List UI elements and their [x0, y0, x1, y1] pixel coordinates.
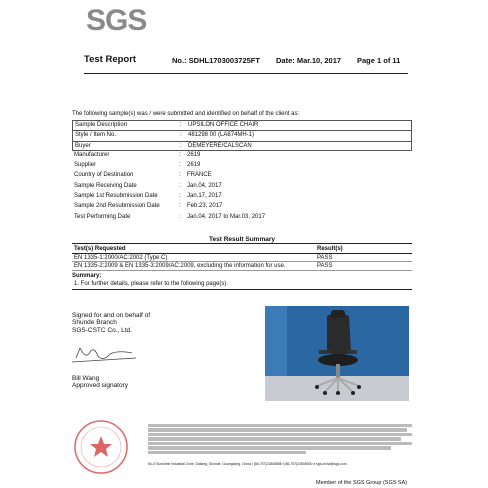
result-summary-title: Test Result Summary: [209, 236, 275, 243]
info-label: Manufacturer: [74, 151, 110, 158]
info-value: Jan.17, 2017: [187, 193, 222, 200]
table-header-row: [72, 245, 412, 254]
info-value: FRANCE: [187, 172, 212, 179]
divider: [72, 243, 412, 244]
info-value: 2619: [187, 151, 201, 158]
info-value: DEMEYERE/CALSCAN: [188, 142, 252, 149]
summary-label: Summary:: [72, 273, 102, 279]
info-label: Country of Destination: [74, 172, 134, 179]
logo-text: SGS: [86, 4, 147, 37]
info-label: Sample Receiving Date: [74, 182, 137, 189]
test-result: PASS: [317, 254, 333, 261]
test-name: EN 1335-1:2000/AC:2002 (Type C): [74, 254, 168, 261]
info-row: Sample 1st Resubmission Date : Jan.17, 2017: [74, 193, 222, 200]
info-label: Test Performing Date: [74, 213, 131, 220]
info-row: Sample Receiving Date : Jan.04, 2017: [74, 182, 222, 189]
official-seal: [72, 418, 130, 476]
info-value: Feb.23, 2017: [187, 203, 223, 210]
info-value: UPSILON OFFICE CHAIR: [188, 122, 259, 128]
report-title: Test Report: [84, 54, 137, 65]
handwritten-signature: [70, 344, 140, 366]
signed-line: Shunde Branch: [72, 319, 117, 327]
office-chair-image: [265, 306, 409, 401]
report-date: Date: Mar.10, 2017: [276, 56, 342, 65]
info-label: Sample 1st Resubmission Date: [74, 193, 158, 200]
signed-block: [72, 312, 150, 334]
result-table: [72, 245, 412, 271]
sample-info-table: [72, 120, 412, 223]
info-row: Test Performing Date : Jan.04, 2017 to Mar.03, 2017: [74, 213, 266, 220]
info-row: Sample 2nd Resubmission Date : Feb.23, 2017: [74, 203, 223, 210]
footer-address: No.3 Sunshine Industrial Zone, Daliang, Shunde, Guangdong, China t (86-757)22808888 f (86-757)22808000 e sgs.china@sgs.com: [148, 462, 347, 466]
table-row: [72, 254, 412, 263]
summary-text: 1. For further details, please refer to the following page(s).: [74, 281, 229, 287]
info-label: Supplier: [74, 162, 97, 169]
signatory-name: Bill Wang: [72, 375, 100, 382]
info-row: Sample Description : UPSILON OFFICE CHAIR: [72, 120, 412, 130]
report-number: No.: SDHL1703003725FT: [172, 56, 260, 65]
signatory-role: Approved signatory: [72, 382, 129, 390]
info-value: Jan.04, 2017: [187, 182, 222, 189]
info-row: Buyer : DEMEYERE/CALSCAN: [72, 141, 412, 151]
column-header: Test(s) Requested: [74, 246, 126, 252]
signed-line: SGS-CSTC Co., Ltd.: [72, 326, 132, 334]
info-label: Buyer: [75, 142, 91, 149]
info-row: Supplier : 2619: [74, 162, 201, 169]
info-row: Style / Item No. : 481298 00 (LA874MH-1): [72, 130, 412, 140]
intro-text: The following sample(s) was / were submitted and identified on behalf of the client as:: [72, 111, 300, 117]
summary-block: [72, 273, 412, 290]
table-row: [72, 262, 412, 271]
info-label: Style / Item No.: [75, 132, 117, 139]
signed-line: Signed for and on behalf of: [72, 312, 151, 319]
test-result: PASS: [317, 263, 333, 270]
product-photo: [265, 306, 409, 401]
info-row: Manufacturer : 2619: [74, 151, 201, 158]
sgs-logo: [86, 4, 148, 38]
page-indicator: Page 1 of 11: [357, 56, 401, 65]
signatory: [72, 375, 128, 390]
info-row: Country of Destination : FRANCE: [74, 172, 212, 179]
member-note: Member of the SGS Group (SGS SA): [316, 480, 408, 486]
test-name: EN 1335-2:2009 & EN 1335-3:2009/AC:2009, excluding the information for use.: [74, 263, 286, 270]
info-label: Sample 2nd Resubmission Date: [74, 203, 160, 210]
info-value: 2619: [187, 162, 201, 169]
info-value: Jan.04, 2017 to Mar.03, 2017: [187, 213, 266, 220]
info-value: 481298 00 (LA874MH-1): [188, 132, 255, 139]
info-label: Sample Description: [75, 122, 128, 128]
report-header: [84, 54, 408, 74]
column-header: Result(s): [317, 246, 343, 252]
